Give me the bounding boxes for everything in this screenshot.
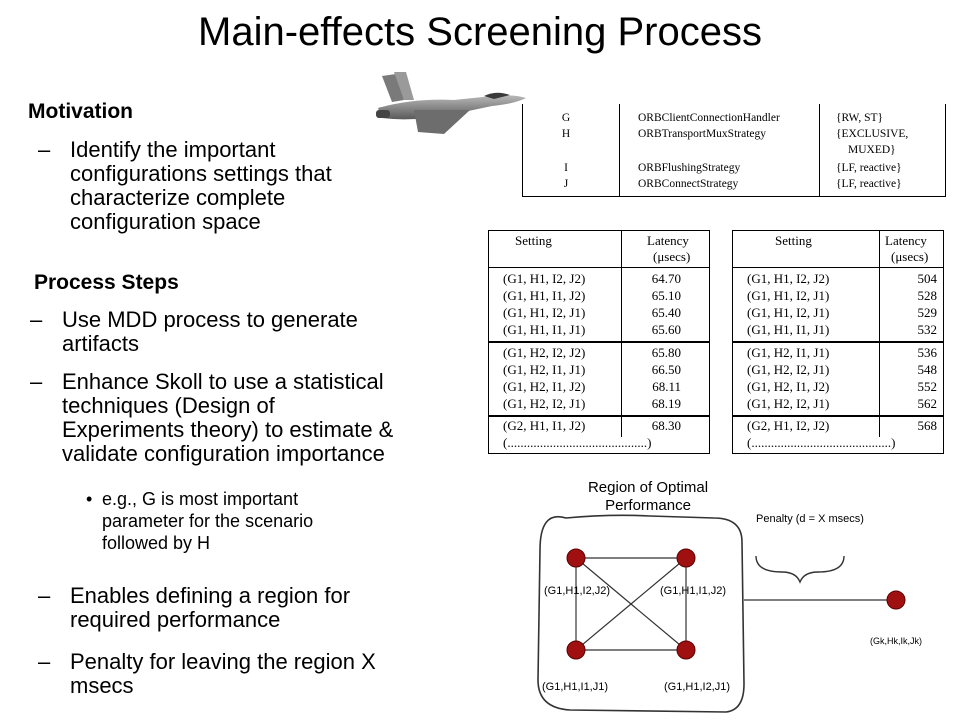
header-latency: Latency <box>647 233 689 248</box>
table-header <box>733 231 943 268</box>
option-key: J <box>563 178 569 190</box>
setting-cell: (G2, H1, I1, J2) <box>503 418 586 433</box>
option-key: I <box>564 162 568 174</box>
table-footer: (...........................................) <box>503 435 652 450</box>
setting-cell: (G1, H2, I1, J1) <box>503 362 586 377</box>
node-label: (G1,H1,I2,J1) <box>664 681 731 693</box>
bullet-line: Use MDD process to generate <box>62 307 358 332</box>
process-step <box>30 308 358 356</box>
motivation-bullet <box>38 138 332 234</box>
dash-marker: – <box>30 369 43 394</box>
option-values: MUXED} <box>848 144 896 156</box>
process-steps-heading: Process Steps <box>34 271 179 294</box>
fighter-jet-icon <box>374 70 530 142</box>
latency-cell: 528 <box>917 288 937 303</box>
option-name: ORBClientConnectionHandler <box>638 112 780 124</box>
bullet-line: Enables defining a region for <box>70 583 351 608</box>
latency-cell: 66.50 <box>651 362 681 377</box>
latency-cell: 65.10 <box>651 288 681 303</box>
config-node <box>567 549 585 567</box>
node-label: (Gk,Hk,Ik,Jk) <box>870 636 922 646</box>
setting-cell: (G1, H1, I2, J1) <box>747 305 830 320</box>
bullet-line: validate configuration importance <box>62 441 385 466</box>
config-node-outside <box>887 591 905 609</box>
setting-cell: (G1, H1, I2, J2) <box>503 271 586 286</box>
header-latency-unit: (μsecs) <box>653 249 691 264</box>
bullet-line: techniques (Design of <box>62 393 275 418</box>
process-step <box>38 584 350 632</box>
slide-title: Main-effects Screening Process <box>198 10 762 54</box>
setting-cell: (G1, H2, I2, J1) <box>747 396 830 411</box>
option-values: {RW, ST} <box>836 112 884 124</box>
penalty-brace <box>756 556 844 582</box>
bullet-line: artifacts <box>62 331 140 356</box>
option-name: ORBConnectStrategy <box>638 178 739 190</box>
region-label: Performance <box>605 497 691 514</box>
config-node <box>677 549 695 567</box>
subbullet-line: followed by H <box>102 533 211 553</box>
example-subbullet <box>86 488 313 554</box>
setting-cell: (G1, H1, I1, J2) <box>503 288 586 303</box>
setting-cell: (G1, H1, I1, J1) <box>503 322 586 337</box>
setting-cell: (G1, H2, I2, J1) <box>503 396 586 411</box>
bullet-line: Experiments theory) to estimate & <box>62 417 394 442</box>
latency-cell: 64.70 <box>651 271 681 286</box>
process-step <box>38 650 376 698</box>
latency-cell: 68.19 <box>651 396 681 411</box>
setting-cell: (G2, H1, I2, J2) <box>747 418 830 433</box>
latency-cell: 552 <box>917 379 937 394</box>
latency-cell: 532 <box>917 322 937 337</box>
performance-region-diagram <box>500 470 960 720</box>
option-values: {LF, reactive} <box>836 162 902 174</box>
config-node <box>677 641 695 659</box>
node-label: (G1,H1,I2,J2) <box>544 585 611 597</box>
node-label: (G1,H1,I1,J1) <box>542 681 609 693</box>
bullet-line: characterize complete <box>70 185 286 210</box>
dash-marker: – <box>30 307 43 332</box>
latency-cell: 68.11 <box>652 379 681 394</box>
setting-cell: (G1, H1, I2, J1) <box>503 305 586 320</box>
bullet-line: Penalty for leaving the region X <box>70 649 376 674</box>
table-header <box>489 231 709 268</box>
latency-cell: 65.60 <box>651 322 681 337</box>
latency-cell: 568 <box>917 418 937 433</box>
latency-cell: 68.30 <box>651 418 681 433</box>
latency-table-1 <box>488 230 710 454</box>
bullet-line: configurations settings that <box>70 161 332 186</box>
motivation-heading: Motivation <box>28 100 133 123</box>
setting-cell: (G1, H2, I1, J2) <box>503 379 586 394</box>
header-setting: Setting <box>775 233 812 248</box>
bullet-line: msecs <box>70 673 134 698</box>
config-options-table <box>522 104 946 197</box>
latency-cell: 65.80 <box>651 345 681 360</box>
setting-cell: (G1, H1, I2, J2) <box>747 271 830 286</box>
latency-cell: 562 <box>917 396 937 411</box>
latency-table-2 <box>732 230 944 454</box>
setting-cell: (G1, H2, I1, J1) <box>747 345 830 360</box>
setting-cell: (G1, H1, I2, J1) <box>747 288 830 303</box>
option-name: ORBFlushingStrategy <box>638 162 741 174</box>
config-node <box>567 641 585 659</box>
bullet-line: required performance <box>70 607 281 632</box>
penalty-label: Penalty (d = X msecs) <box>756 513 864 525</box>
latency-cell: 548 <box>917 362 937 377</box>
region-label: Region of Optimal <box>587 479 709 496</box>
option-key: G <box>561 112 571 124</box>
subbullet-line: parameter for the scenario <box>102 511 314 531</box>
latency-cell: 529 <box>917 305 937 320</box>
latency-cell: 504 <box>917 271 937 286</box>
setting-cell: (G1, H2, I2, J1) <box>747 362 830 377</box>
latency-cell: 536 <box>917 345 937 360</box>
bullet-line: Identify the important <box>70 137 276 162</box>
option-values: {EXCLUSIVE, <box>836 128 909 140</box>
bullet-line: configuration space <box>70 209 261 234</box>
setting-cell: (G1, H2, I1, J2) <box>747 379 830 394</box>
dash-marker: – <box>38 583 51 608</box>
header-setting: Setting <box>515 233 552 248</box>
dot-marker: • <box>86 489 93 509</box>
dash-marker: – <box>38 649 51 674</box>
option-key: H <box>561 128 571 140</box>
option-values: {LF, reactive} <box>836 178 902 190</box>
header-latency-unit: (μsecs) <box>891 249 929 264</box>
setting-cell: (G1, H1, I1, J1) <box>747 322 830 337</box>
node-label: (G1,H1,I1,J2) <box>660 585 727 597</box>
setting-cell: (G1, H2, I2, J2) <box>503 345 586 360</box>
option-name: ORBTransportMuxStrategy <box>638 128 766 140</box>
bullet-line: Enhance Skoll to use a statistical <box>62 369 384 394</box>
latency-cell: 65.40 <box>651 305 681 320</box>
dash-marker: – <box>38 137 51 162</box>
table-footer: (...........................................) <box>747 435 896 450</box>
process-step <box>30 370 393 466</box>
subbullet-line: e.g., G is most important <box>102 489 299 509</box>
header-latency: Latency <box>885 233 927 248</box>
